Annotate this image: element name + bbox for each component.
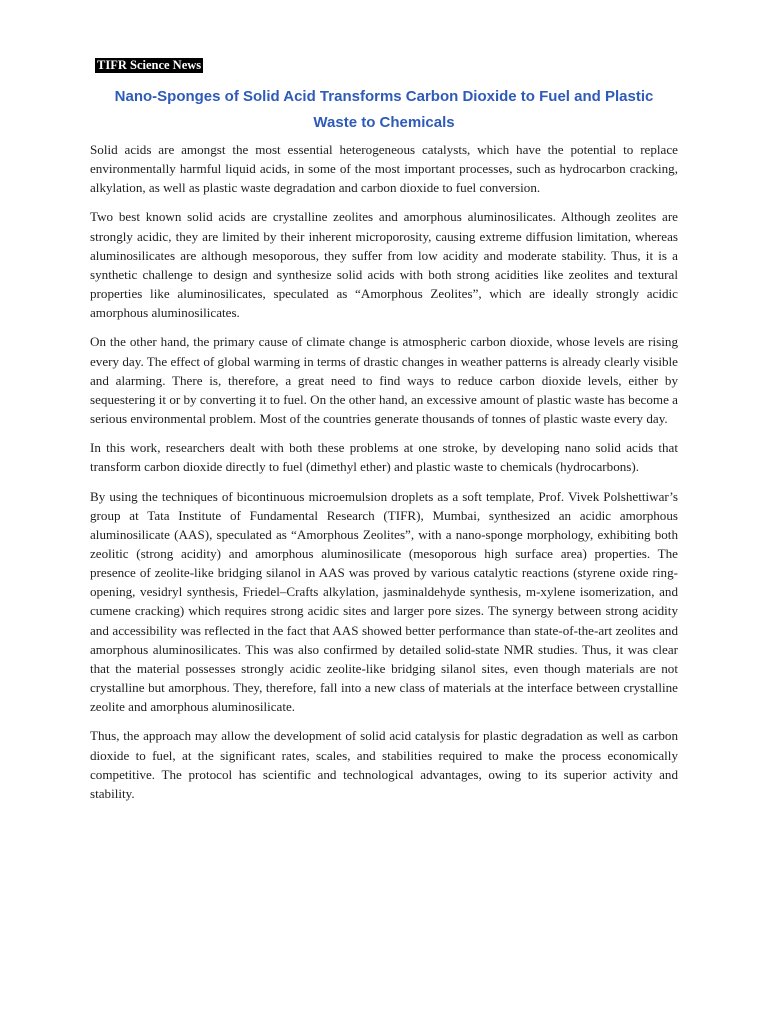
article-title-line-1: Nano-Sponges of Solid Acid Transforms Carbon Dioxide to Fuel and Plastic xyxy=(114,88,654,105)
publication-badge: TIFR Science News xyxy=(97,58,202,72)
article-title-line-2: Waste to Chemicals xyxy=(313,114,455,131)
paragraph-4: In this work, researchers dealt with both these problems at one stroke, by developing nano solid acids that transform carbon dioxide directly to fuel (dimethyl ether) and plastic waste to chemicals (hydrocarbons). xyxy=(90,440,678,475)
article-title xyxy=(90,84,678,136)
paragraph-1: Solid acids are amongst the most essential heterogeneous catalysts, which have the potential to replace environmentally harmful liquid acids, in some of the most important processes, such as hydrocarbon cracking, alkylation, as well as plastic waste degradation and carbon dioxide to fuel conversion. xyxy=(90,142,678,196)
paragraph-6: Thus, the approach may allow the development of solid acid catalysis for plastic degradation as well as carbon dioxide to fuel, at the significant rates, scales, and stabilities required to make the process economically competitive. The protocol has scientific and technological advantages, owing to its superior activity and stability. xyxy=(90,728,678,801)
paragraph-3: On the other hand, the primary cause of climate change is atmospheric carbon dioxide, whose levels are rising every day. The effect of global warming in terms of drastic changes in weather patterns is already clearly visible and alarming. There is, therefore, a great need to find ways to reduce carbon dioxide levels, either by sequestering it or by converting it to fuel. On the other hand, an excessive amount of plastic waste has become a serious environmental problem. Most of the countries generate thousands of tonnes of plastic waste every day. xyxy=(90,334,678,427)
article-body xyxy=(90,140,678,813)
paragraph-2: Two best known solid acids are crystalline zeolites and amorphous aluminosilicates. Although zeolites are strongly acidic, they are limited by their inherent microporosity, causing extreme diffusion limitation, whereas aluminosilicates are although mesoporous, they suffer from low acidity and moderate stability. Thus, it is a synthetic challenge to design and synthesize solid acids with both strong acidities like zeolites and textural properties like aluminosilicates, speculated as “Amorphous Zeolites”, which are ideally strongly acidic amorphous aluminosilicates. xyxy=(90,209,678,321)
paragraph-5: By using the techniques of bicontinuous microemulsion droplets as a soft template, Prof. Vivek Polshettiwar’s group at Tata Institute of Fundamental Research (TIFR), Mumbai, synthesized an acidic amorphous aluminosilicate (AAS), speculated as “Amorphous Zeolites”, with a nano-sponge morphology, exhibiting both zeolitic (strong acidity) and amorphous aluminosilicate (mesoporous high surface area) properties. The presence of zeolite-like bridging silanol in AAS was proved by various catalytic reactions (styrene oxide ring-opening, vesidryl synthesis, Friedel–Crafts alkylation, jasminaldehyde synthesis, m-xylene isomerization, and cumene cracking) which requires strong acidic sites and larger pore sizes. The synergy between strong acidity and accessibility was reflected in the fact that AAS showed better performance than state-of-the-art zeolites and amorphous aluminosilicates. This was also confirmed by detailed solid-state NMR studies. Thus, it was clear that the material possesses strongly acidic zeolite-like bridging silanol sites, even though materials are not crystalline but amorphous. They, therefore, fall into a new class of materials at the interface between crystalline zeolite and amorphous aluminosilicate. xyxy=(90,488,678,715)
